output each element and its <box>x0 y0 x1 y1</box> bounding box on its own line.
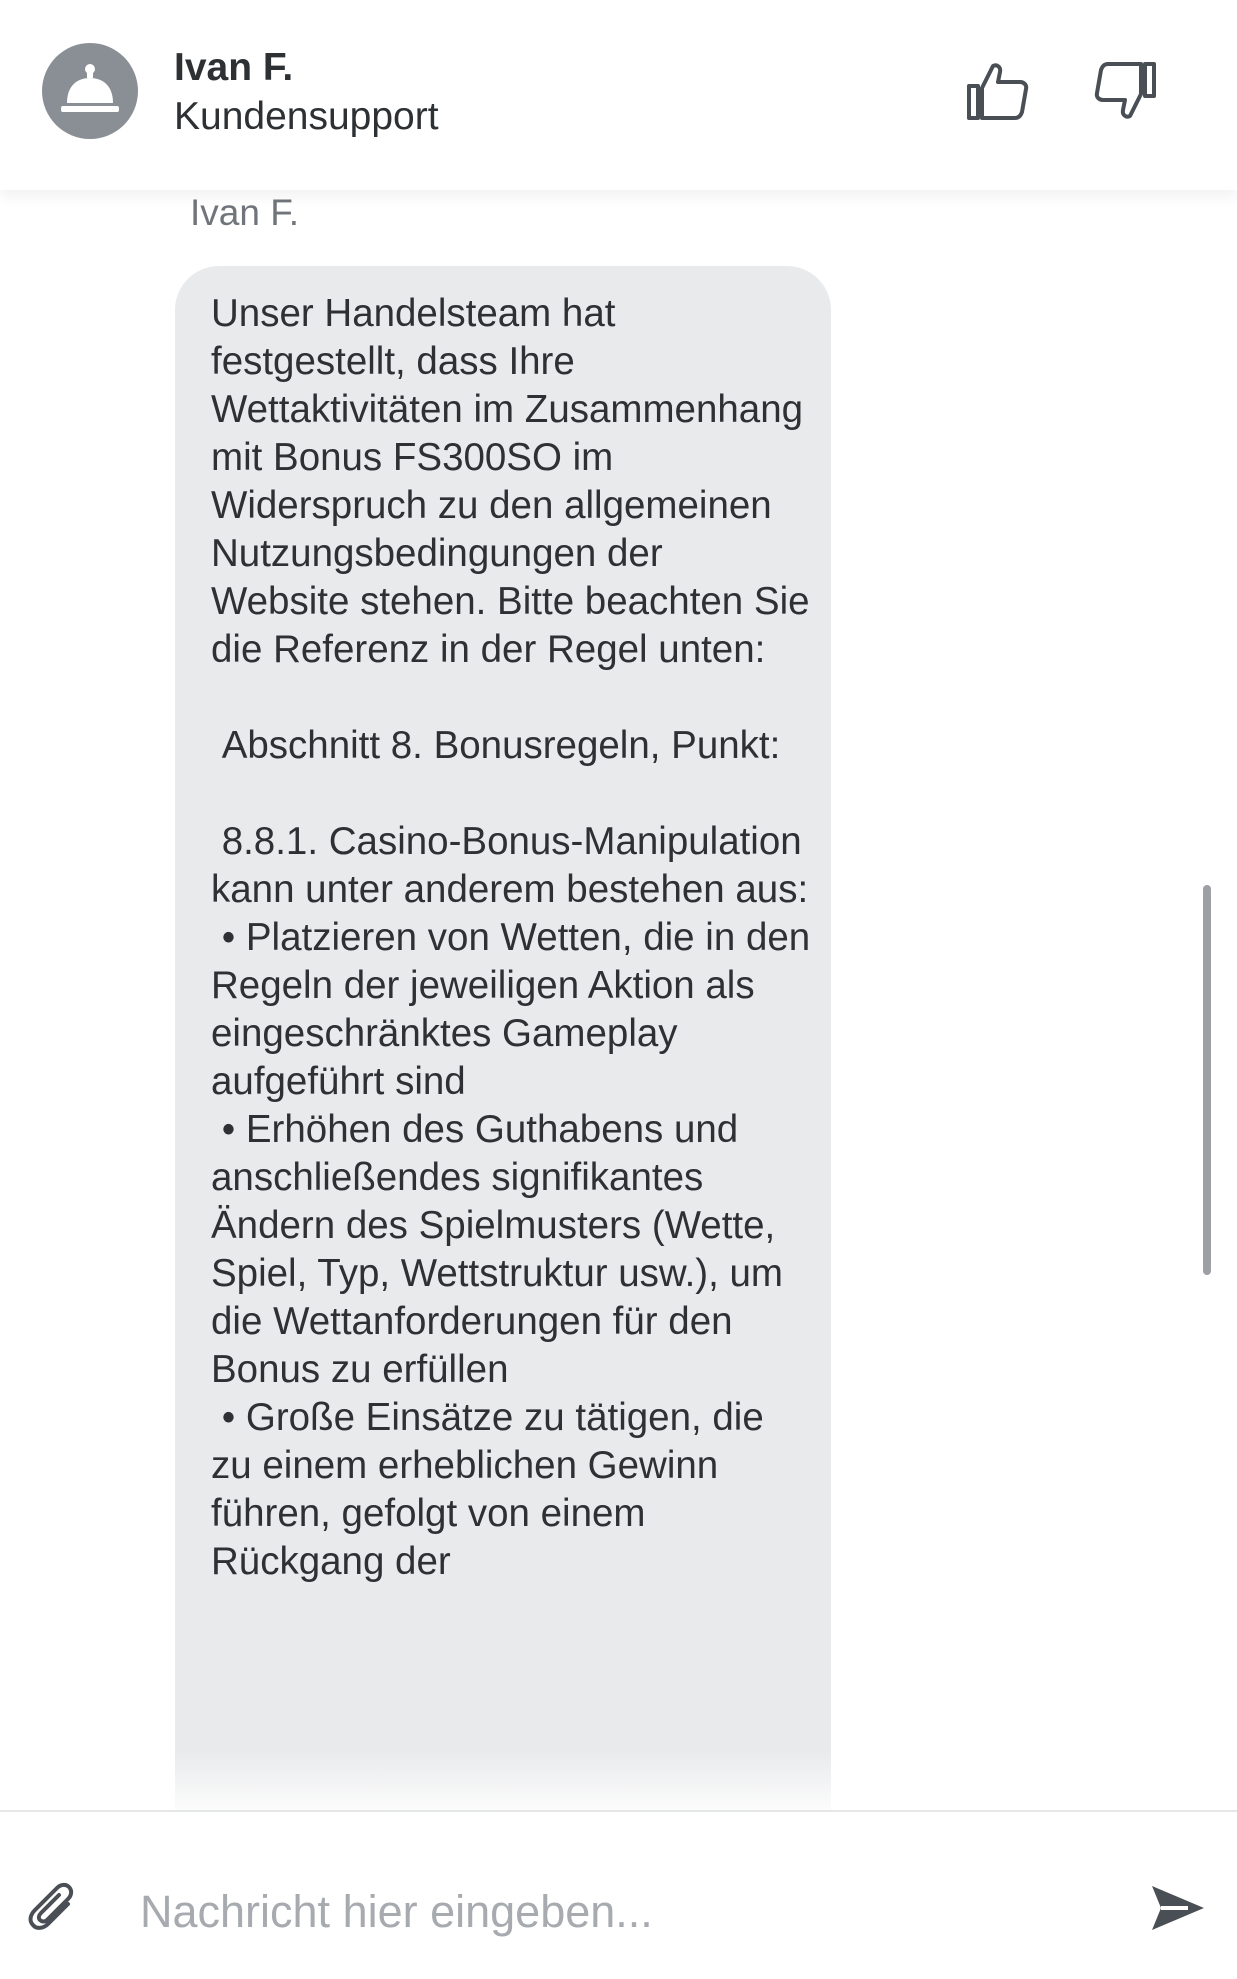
send-icon <box>1148 1878 1208 1938</box>
message-composer <box>0 1810 1237 1979</box>
thumbs-up-button[interactable] <box>963 56 1033 126</box>
chat-scrollbar[interactable] <box>1203 885 1211 1275</box>
message-bubble <box>175 266 831 1810</box>
chat-transcript[interactable] <box>0 190 1237 1810</box>
chat-header <box>0 0 1237 190</box>
send-button[interactable] <box>1148 1878 1208 1938</box>
message-text: Unser Handelsteam hat festgestellt, dass Ihre Wettaktivitäten im Zusammenhang mit Bonus FS300SO im Widerspruch zu den allgemeinen Nutzungsbedingungen der Website stehen. Bitte beachten Sie die Referenz in der Regel unten: Abschnitt 8. Bonusregeln, Punkt: 8.8.1. Casino-Bonus-Manipulation kann unter anderem bestehen aus: • Platzieren von Wetten, die in den Regeln der jeweiligen Aktion als eingeschränktes Gameplay aufgeführt sind • Erhöhen des Guthabens und anschließendes signifikantes Ändern des Spielmusters (Wette, Spiel, Typ, Wettstruktur usw.), um die Wettanforderungen für den Bonus zu erfüllen • Große Einsätze zu tätigen, die zu einem erheblichen Gewinn führen, gefolgt von einem Rückgang der <box>211 292 811 1583</box>
agent-avatar <box>42 43 138 139</box>
message-sender: Ivan F. <box>190 192 299 233</box>
concierge-bell-icon <box>42 43 138 139</box>
attach-button[interactable] <box>28 1882 80 1938</box>
thumbs-down-icon <box>1090 56 1160 126</box>
agent-role: Kundensupport <box>174 95 439 138</box>
thumbs-down-button[interactable] <box>1090 56 1160 126</box>
message-input[interactable] <box>140 1882 1100 1942</box>
paperclip-icon <box>28 1882 80 1938</box>
thumbs-up-icon <box>963 56 1033 126</box>
agent-name: Ivan F. <box>174 46 294 89</box>
